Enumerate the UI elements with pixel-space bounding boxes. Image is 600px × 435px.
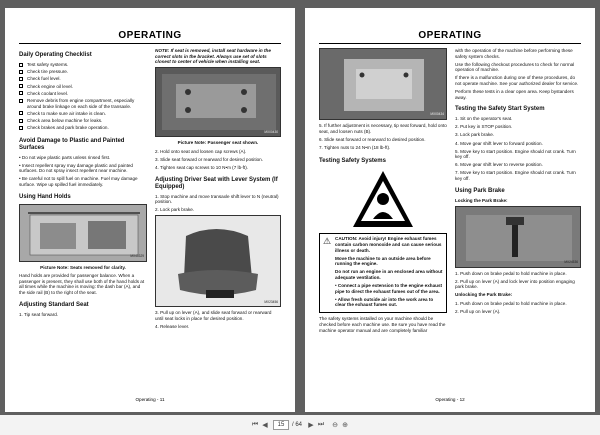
driver-seat-photo (155, 215, 281, 307)
figure-caption: Picture Note: Seats removed for clarity. (40, 264, 126, 270)
lock-step: 1. Push down on brake pedal to hold machine in place. (455, 270, 567, 276)
checkbox-icon (19, 84, 23, 88)
seat-nuts-photo (319, 48, 447, 120)
start-step: 7. Move key to start position. Engine should not crank. Turn key off. (455, 170, 576, 181)
left-column (19, 48, 147, 320)
checkbox-icon (19, 99, 23, 103)
unlock-step: 1. Push down on brake pedal to hold machine in place. (455, 300, 567, 306)
next-page-icon[interactable]: ▶ (308, 422, 314, 429)
header-title: OPERATING (418, 30, 482, 41)
right-column (455, 48, 581, 317)
seat-bracket-photo (155, 67, 281, 137)
figure-code: MX24536 (564, 260, 578, 265)
left-page (5, 8, 295, 412)
zoom-in-icon[interactable]: ⊕ (342, 422, 348, 429)
hand-holds-text: Hand holds are provided for passenger balance. When a passenger is present, they shall use both of the hand holds at all times while the machine is moving: the dash bar (A), and the side rail (B) to the right of the seat. (19, 273, 145, 296)
lever-step: 4. Release lever. (155, 324, 190, 330)
figure-code: MX40329 (130, 254, 144, 259)
checkbox-icon (19, 91, 23, 95)
checkbox-icon (19, 63, 23, 67)
checklist-item: Check tire pressure. (19, 69, 147, 75)
checkbox-icon (19, 111, 23, 115)
right-page (305, 8, 595, 412)
park-brake-photo (455, 206, 581, 268)
seat-bracket-illustration (156, 68, 281, 137)
checkbox-icon (19, 119, 23, 123)
paragraph: with the operation of the machine before performing these safety system checks. (455, 48, 573, 59)
hand-holds-photo (19, 204, 147, 262)
unlock-subtitle: Unlocking the Park Brake: (455, 292, 513, 298)
page-header (19, 30, 281, 44)
first-page-icon[interactable]: ⏮ (251, 421, 259, 428)
last-page-icon[interactable]: ⏭ (317, 421, 325, 428)
seat-step: 5. If further adjustment is necessary, tip seat forward, hold onto seat, and loosen nuts (B). (319, 123, 447, 134)
standard-seat-title: Adjusting Standard Seat (19, 301, 89, 308)
brake-lever-illustration (456, 207, 581, 268)
daily-checklist-title: Daily Operating Checklist (19, 52, 92, 58)
seat-step: 6. Slide seat forward or rearward to desired position. (319, 136, 426, 142)
checklist-item: Test safety systems. (19, 62, 147, 68)
start-step: 4. Move gear shift lever to forward position. (455, 140, 543, 146)
paragraph: If there is a malfunction during one of these procedures, do not operate machine. See your authorized dealer for service. (455, 75, 579, 86)
start-step: 2. Put key in STOP position. (455, 124, 513, 130)
paragraph: Use the following checkout procedures to check for normal operation of machine. (455, 61, 575, 73)
seat-step: 4. Tighten seat cap screws to 10 N•m (7 lb-ft). (155, 165, 249, 171)
zoom-out-icon[interactable]: ⊖ (332, 422, 338, 429)
safety-start-title: Testing the Safety Start System (455, 106, 545, 113)
caution-icon: ⚠ (323, 236, 332, 247)
checkbox-icon (19, 70, 23, 74)
lever-step: 3. Pull up on lever (A), and slide seat forward or rearward until seat locks in place for desired position. (155, 310, 272, 322)
driver-step: 2. Lock park brake. (155, 207, 195, 213)
figure-code: MX00430 (264, 129, 278, 134)
start-step: 5. Move key to start position. Engine should not crank. Turn key off. (455, 148, 576, 160)
checklist-item: Check to make sure air intake is clean. (19, 111, 147, 117)
standard-seat-step: 1. Tip seat forward. (19, 311, 59, 317)
seat-note: NOTE: If seat is removed, install seat hardware in the correct slots in the bracket. Always use set of slots closest to center of vehicle when installing seat. (155, 48, 271, 65)
right-column (155, 48, 281, 332)
start-step: 1. Sit on the operator's seat. (455, 116, 513, 122)
caution-box: ⚠ CAUTION: Avoid injury! Engine exhaust fumes contain carbon monoxide and can cause serious illness or death. Move the machine to an outside area before running the engine. Do not run an engine in an enclosed area without adequate ventilation. • Connect a pipe extension to the engine exhaust pipe to direct the exhaust fumes out of the area. • Allow fresh outside air into the work area to clear the exhaust fumes out. (319, 233, 447, 313)
page-header (319, 30, 581, 44)
warning-triangle-icon (351, 169, 415, 229)
seat-base-illustration (320, 49, 447, 120)
park-brake-title: Using Park Brake (455, 187, 505, 194)
lock-subtitle: Locking the Park Brake: (455, 197, 508, 203)
left-column (319, 48, 447, 336)
unlock-step: 2. Pull up on lever (A). (455, 308, 501, 314)
damage-item: • Do not wipe plastic parts unless rinsed first. (19, 154, 111, 160)
checklist-item: Check brakes and park brake operation. (19, 125, 147, 131)
start-step: 6. Move gear shift lever to reverse position. (455, 162, 543, 168)
figure-code: MX00434 (430, 112, 444, 117)
checklist-item: Check engine oil level. (19, 84, 147, 90)
figure-code: MX23456 (264, 299, 278, 304)
seat-step: 7. Tighten nuts to 24 N•m (18 lb-ft). (319, 144, 391, 150)
checklist-item: Check coolant level. (19, 91, 147, 97)
figure-caption: Picture Note: Passenger seat shown. (177, 140, 259, 146)
header-title: OPERATING (118, 30, 182, 41)
checklist-item: Remove debris from engine compartment, especially around brake linkage on each side of the transaxle. (19, 98, 147, 109)
checkbox-icon (19, 126, 23, 130)
exhaust-warning-pictogram (319, 168, 447, 230)
total-pages: / 64 (291, 422, 302, 428)
driver-seat-title: Adjusting Driver Seat with Lever System (If Equipped) (155, 176, 278, 190)
checklist-item: Check fuel level. (19, 76, 147, 82)
safety-intro-text: The safety systems installed on your machine should be checked before each machine use. Be sure you have read the machine operator manual and are completely familiar (319, 316, 446, 333)
page-number-input[interactable]: 15 (273, 420, 289, 430)
seat-step: 2. Hold onto seat and loosen cap screws (A). (155, 148, 247, 154)
driver-step: 1. Stop machine and move transaxle shift lever to N (neutral) position. (155, 193, 279, 205)
previous-page-icon[interactable]: ◀ (262, 422, 268, 429)
start-step: 3. Lock park brake. (455, 132, 495, 138)
pdf-toolbar (0, 415, 600, 435)
damage-title: Avoid Damage to Plastic and Painted Surfaces (19, 137, 125, 151)
checkbox-icon (19, 77, 23, 81)
seat-step: 3. Slide seat forward or rearward for desired position. (155, 156, 264, 162)
hand-holds-title: Using Hand Holds (19, 193, 71, 200)
cart-floor-illustration (20, 205, 147, 262)
seat-lever-illustration (156, 216, 281, 307)
damage-item: • Be careful not to spill fuel on machine. Fuel may damage surface. Wipe up spilled fuel immediately. (19, 176, 138, 188)
testing-title: Testing Safety Systems (319, 158, 386, 165)
lock-step: 2. Pull up on lever (A) and lock lever into position engaging park brake. (455, 278, 575, 290)
checklist-item: Check area below machine for leaks. (19, 118, 147, 124)
paragraph: Perform these tests in a clear open area. Keep bystanders away. (455, 89, 574, 100)
page-footer: Operating - 11 (135, 397, 165, 402)
damage-item: • Insect repellent spray may damage plastic and painted surfaces. Do not spray insect repellent near machine. (19, 162, 133, 174)
page-footer: Operating - 12 (435, 397, 465, 402)
